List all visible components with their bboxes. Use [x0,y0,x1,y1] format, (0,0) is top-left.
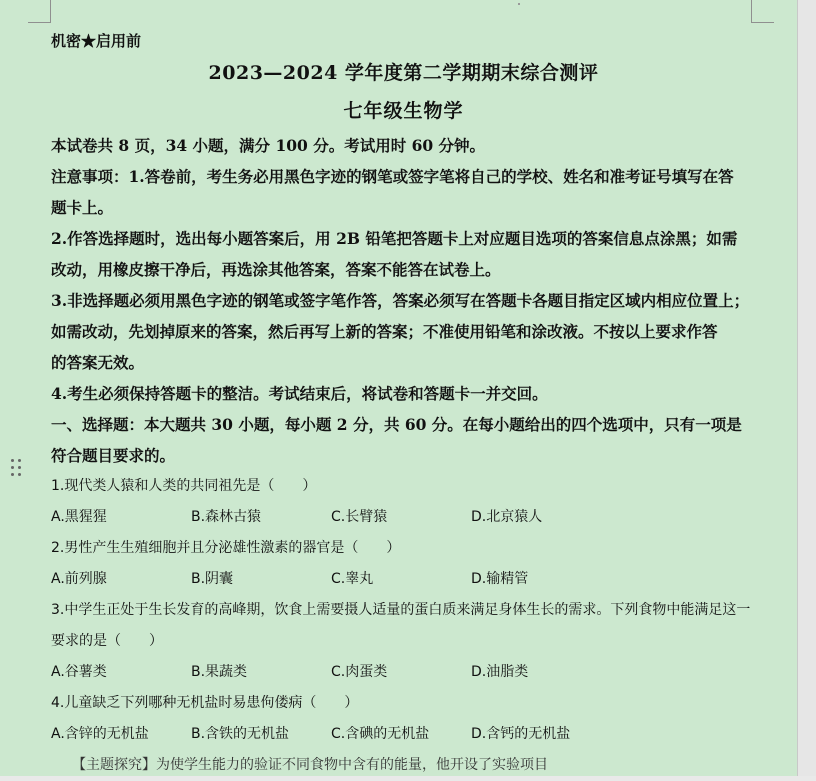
option-a: A.前列腺 [51,571,107,587]
option-d: D.油脂类 [471,664,529,680]
secret-mark: 机密★启用前 [51,32,142,50]
page-corner-mark-right [751,0,774,23]
option-c: C.睾丸 [331,571,374,587]
question-stem: 要求的是（ ） [51,633,163,649]
cutoff-text: 【主题探究】为使学生能力的验证不同食物中含有的能量，他开设了实验项目 [51,757,548,773]
exam-subtitle: 七年级生物学 [343,100,464,122]
question-options [51,657,756,688]
question-options [51,502,756,533]
option-d: D.北京猿人 [471,509,543,525]
page-dot [518,3,520,5]
instruction-line: 注意事项：1.答卷前，考生务必用黑色字迹的钢笔或签字笔将自己的学校、姓名和准考证号填写在答 [51,167,734,186]
option-b: B.森林古猿 [191,509,262,525]
option-a: A.谷薯类 [51,664,107,680]
question-stem: 4.儿童缺乏下列哪种无机盐时易患佝偻病（ ） [51,695,359,711]
drag-handle-icon[interactable] [9,458,23,476]
question-stem: 2.男性产生生殖细胞并且分泌雄性激素的器官是（ ） [51,540,401,556]
scrollbar-track[interactable] [797,0,816,776]
option-c: C.含碘的无机盐 [331,726,430,742]
option-a: A.黑猩猩 [51,509,107,525]
option-a: A.含锌的无机盐 [51,726,149,742]
instruction-line: 3.非选择题必须用黑色字迹的钢笔或签字笔作答，答案必须写在答题卡各题目指定区域内相应位置上； [51,291,750,310]
instruction-line: 如需改动，先划掉原来的答案，然后再写上新的答案；不准使用铅笔和涂改液。不按以上要求作答 [51,322,718,341]
question-stem: 1.现代类人猿和人类的共同祖先是（ ） [51,478,317,494]
instruction-line: 题卡上。 [51,198,114,217]
exam-title: 2023—2024 学年度第二学期期末综合测评 [208,62,599,84]
instruction-line: 2.作答选择题时，选出每小题答案后，用 2B 铅笔把答题卡上对应题目选项的答案信息点涂黑；如需 [51,229,738,248]
section-heading: 符合题目要求的。 [51,446,176,465]
document-content [51,28,756,773]
option-b: B.果蔬类 [191,664,248,680]
option-d: D.含钙的无机盐 [471,726,571,742]
instruction-line: 本试卷共 8 页，34 小题，满分 100 分。考试用时 60 分钟。 [51,136,486,155]
option-b: B.阴囊 [191,571,234,587]
option-c: C.长臂猿 [331,509,388,525]
section-heading: 一、选择题：本大题共 30 小题，每小题 2 分，共 60 分。在每小题给出的四个选项中，只有一项是 [51,415,742,434]
question-options [51,564,756,595]
option-b: B.含铁的无机盐 [191,726,290,742]
option-c: C.肉蛋类 [331,664,388,680]
question-stem: 3.中学生正处于生长发育的高峰期，饮食上需要摄人适量的蛋白质来满足身体生长的需求。下列食物中能满足这一 [51,602,751,618]
instruction-line: 4.考生必须保持答题卡的整洁。考试结束后，将试卷和答题卡一并交回。 [51,384,548,403]
instruction-line: 改动，用橡皮擦干净后，再选涂其他答案，答案不能答在试卷上。 [51,260,501,279]
option-d: D.输精管 [471,571,529,587]
instruction-line: 的答案无效。 [51,353,145,372]
question-options [51,719,756,750]
page-corner-mark-left [28,0,51,23]
